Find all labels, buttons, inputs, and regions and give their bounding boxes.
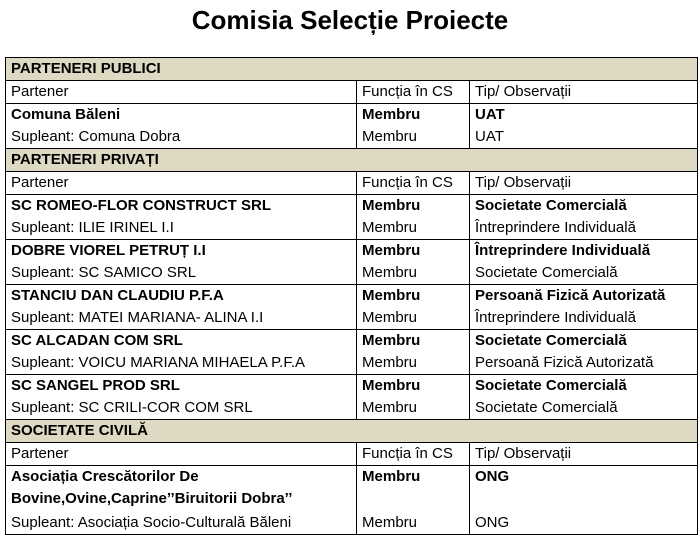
- supleant-row: [6, 262, 698, 285]
- member-row: [6, 104, 698, 127]
- partener-name: Asociația Crescătorilor De Bovine,Ovine,Caprine’’Biruitorii Dobra’’: [6, 466, 357, 513]
- partener-name: SC SANGEL PROD SRL: [6, 375, 357, 398]
- header-tip: Tip/ Observații: [470, 81, 698, 104]
- section-title: PARTENERI PRIVAȚI: [6, 149, 698, 172]
- partener-functia: Membru: [357, 240, 470, 263]
- header-tip: Tip/ Observații: [470, 172, 698, 195]
- partener-functia: Membru: [357, 104, 470, 127]
- supleant-tip: Persoană Fizică Autorizată: [470, 352, 698, 375]
- member-row: [6, 240, 698, 263]
- section-header-row: [6, 420, 698, 443]
- member-row: [6, 466, 698, 513]
- partener-tip: Societate Comercială: [470, 195, 698, 218]
- header-partener: Partener: [6, 172, 357, 195]
- header-partener: Partener: [6, 81, 357, 104]
- supleant-name: Supleant: VOICU MARIANA MIHAELA P.F.A: [6, 352, 357, 375]
- supleant-functia: Membru: [357, 217, 470, 240]
- header-functia: Funcția în CS: [357, 172, 470, 195]
- supleant-tip: Întreprindere Individuală: [470, 307, 698, 330]
- supleant-tip: Societate Comercială: [470, 397, 698, 420]
- supleant-functia: Membru: [357, 352, 470, 375]
- supleant-row: [6, 217, 698, 240]
- supleant-tip: Întreprindere Individuală: [470, 217, 698, 240]
- partener-functia: Membru: [357, 466, 470, 513]
- header-functia: Funcția în CS: [357, 443, 470, 466]
- supleant-tip: Societate Comercială: [470, 262, 698, 285]
- supleant-name: Supleant: MATEI MARIANA- ALINA I.I: [6, 307, 357, 330]
- committee-table: [5, 57, 698, 535]
- partener-name: DOBRE VIOREL PETRUȚ I.I: [6, 240, 357, 263]
- supleant-row: [6, 397, 698, 420]
- header-partener: Partener: [6, 443, 357, 466]
- partener-name: STANCIU DAN CLAUDIU P.F.A: [6, 285, 357, 308]
- member-row: [6, 330, 698, 353]
- partener-tip: UAT: [470, 104, 698, 127]
- partener-functia: Membru: [357, 375, 470, 398]
- supleant-functia: Membru: [357, 262, 470, 285]
- column-header-row: [6, 443, 698, 466]
- supleant-tip: UAT: [470, 126, 698, 149]
- section-title: SOCIETATE CIVILĂ: [6, 420, 698, 443]
- column-header-row: [6, 81, 698, 104]
- supleant-name: Supleant: SC CRILI-COR COM SRL: [6, 397, 357, 420]
- partener-tip: Persoană Fizică Autorizată: [470, 285, 698, 308]
- supleant-name: Supleant: SC SAMICO SRL: [6, 262, 357, 285]
- partener-tip: Întreprindere Individuală: [470, 240, 698, 263]
- partener-functia: Membru: [357, 330, 470, 353]
- member-row: [6, 195, 698, 218]
- supleant-functia: Membru: [357, 126, 470, 149]
- partener-functia: Membru: [357, 285, 470, 308]
- supleant-row: [6, 352, 698, 375]
- partener-tip: Societate Comercială: [470, 330, 698, 353]
- page-title: Comisia Selecție Proiecte: [191, 5, 509, 35]
- partener-name: SC ALCADAN COM SRL: [6, 330, 357, 353]
- partener-functia: Membru: [357, 195, 470, 218]
- column-header-row: [6, 172, 698, 195]
- supleant-functia: Membru: [357, 307, 470, 330]
- supleant-row: [6, 307, 698, 330]
- supleant-functia: Membru: [357, 397, 470, 420]
- header-tip: Tip/ Observații: [470, 443, 698, 466]
- partener-name: Comuna Băleni: [6, 104, 357, 127]
- supleant-row: [6, 512, 698, 535]
- supleant-row: [6, 126, 698, 149]
- partener-tip: ONG: [470, 466, 698, 513]
- supleant-functia: Membru: [357, 512, 470, 535]
- partener-tip: Societate Comercială: [470, 375, 698, 398]
- section-header-row: [6, 149, 698, 172]
- header-functia: Funcția în CS: [357, 81, 470, 104]
- supleant-name: Supleant: Asociația Socio-Culturală Băleni: [6, 512, 357, 535]
- partener-name: SC ROMEO-FLOR CONSTRUCT SRL: [6, 195, 357, 218]
- section-title: PARTENERI PUBLICI: [6, 58, 698, 81]
- section-header-row: [6, 58, 698, 81]
- member-row: [6, 375, 698, 398]
- member-row: [6, 285, 698, 308]
- supleant-name: Supleant: ILIE IRINEL I.I: [6, 217, 357, 240]
- supleant-tip: ONG: [470, 512, 698, 535]
- supleant-name: Supleant: Comuna Dobra: [6, 126, 357, 149]
